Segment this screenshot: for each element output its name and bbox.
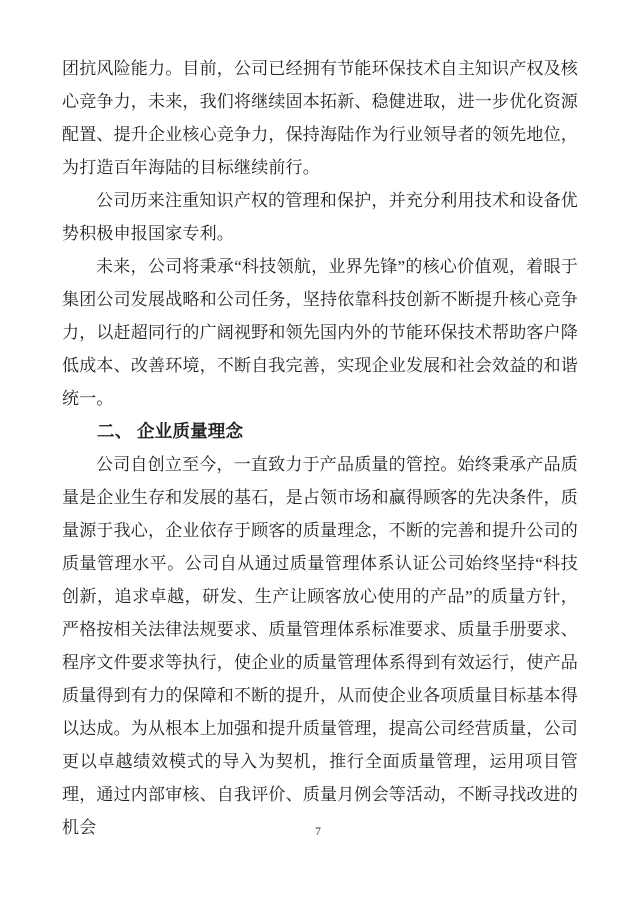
page-number: 7	[315, 826, 321, 838]
paragraph: 公司自创立至今，一直致力于产品质量的管控。始终秉承产品质量是企业生存和发展的基石，是占领市场和赢得顾客的先决条件，质量源于我心，企业依存于顾客的质量理念，不断的完善和提升公司的质量管理水平。公司自从通过质量管理体系认证公司始终坚持“科技创新，追求卓越，研发、生产让顾客放心使用的产品”的质量方针，严格按相关法律法规要求、质量管理体系标准要求、质量手册要求、程序文件要求等执行，使企业的质量管理体系得到有效运行，使产品质量得到有力的保障和不断的提升，从而使企业各项质量目标基本得以达成。为从根本上加强和提升质量管理，提高公司经营质量，公司更以卓越绩效模式的导入为契机，推行全面质量管理，运用项目管理，通过内部审核、自我评价、质量月例会等活动，不断寻找改进的机会	[62, 455, 578, 837]
section-heading: 二、 企业质量理念	[97, 421, 244, 441]
paragraph-continuation: 团抗风险能力。目前，公司已经拥有节能环保技术自主知识产权及核心竞争力，未来，我们将继续固本拓新、稳健进取，进一步优化资源配置、提升企业核心竞争力，保持海陆作为行业领导者的领先地位，为打造百年海陆的目标继续前行。	[62, 59, 578, 177]
paragraph: 未来，公司将秉承“科技领航，业界先锋”的核心价值观，着眼于集团公司发展战略和公司任务，坚持依靠科技创新不断提升核心竞争力，以赶超同行的广阔视野和领先国内外的节能环保技术帮助客户降低成本、改善环境，不断自我完善，实现企业发展和社会效益的和谐统一。	[62, 257, 578, 408]
paragraph: 公司历来注重知识产权的管理和保护，并充分利用技术和设备优势积极申报国家专利。	[62, 191, 578, 243]
document-content	[62, 52, 578, 844]
